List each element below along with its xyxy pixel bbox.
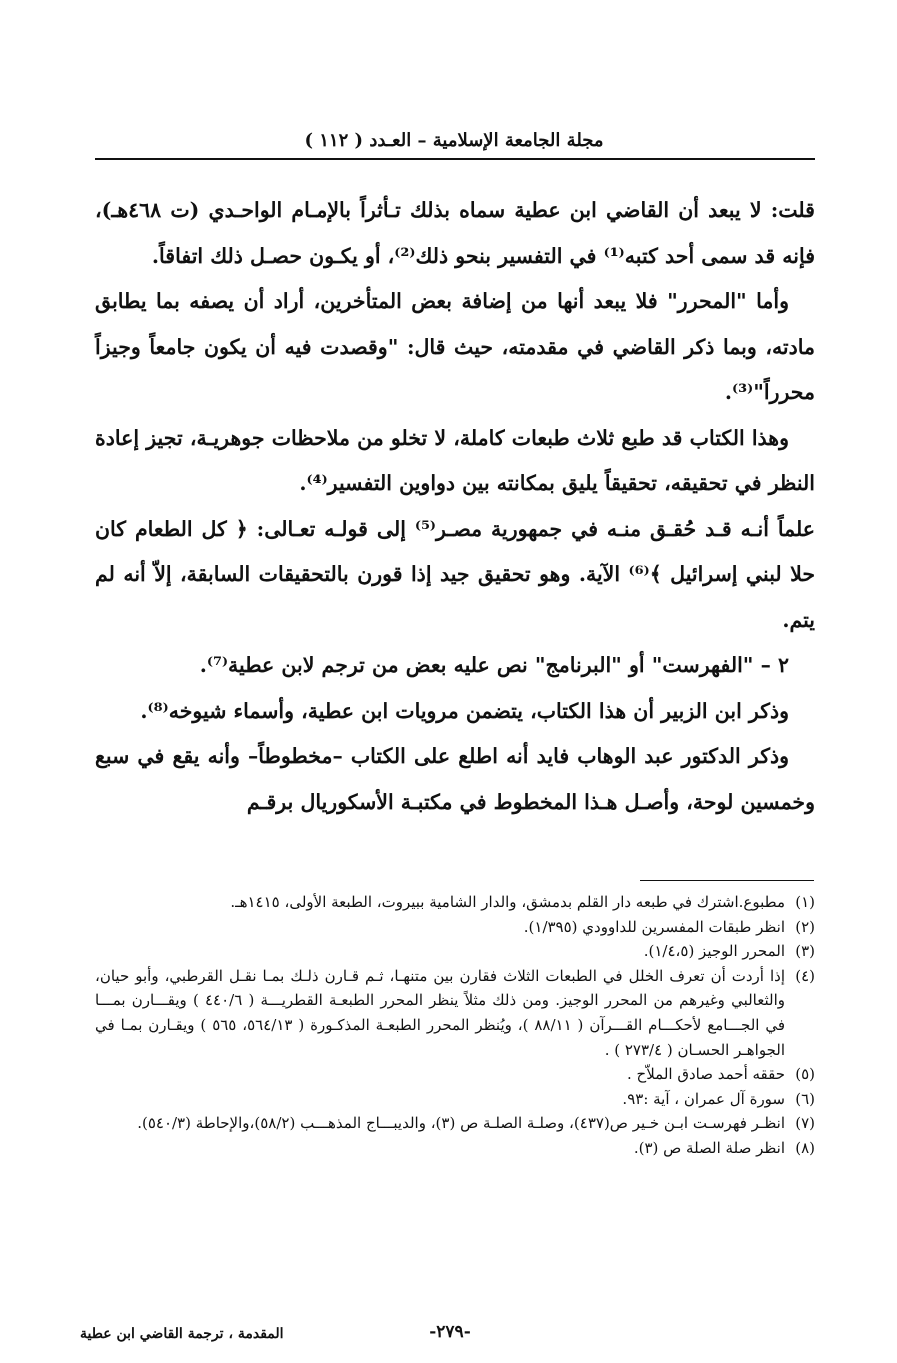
footnote-text: انظـر فهرسـت ابـن خـير ص(٤٣٧)، وصلـة الصلـة ص (٣)، والديبـــاج المذهـــب (٥٨/٢)،والإحاطة (٥٤٠/٣). [137, 1114, 785, 1133]
paragraph: علماً أنـه قـد حُقـق منـه في جمهورية مصـر⁽⁵⁾ إلى قولـه تعـالى: ﴿ كل الطعام كان حلا لبني إسرائيل ﴾⁽⁶⁾ الآية. وهو تحقيق جيد إذا قورن بالتحقيقات السابقة، إلاّ أنه لم يتم. [95, 516, 816, 632]
footnote-number: (٦) [795, 1089, 815, 1108]
footnote-divider [640, 880, 814, 881]
footnote-number: (٢) [795, 917, 815, 936]
footnote-number: (٣) [795, 942, 815, 961]
paragraph: وذكر الدكتور عبد الوهاب فايد أنه اطلع على الكتاب –مخطوطاً– وأنه يقع في سبع وخمسين لوحة، وأصـل هـذا المخطوط في مكتبـة الأسكوريال برقـم [95, 744, 815, 814]
paragraph: قلت: لا يبعد أن القاضي ابن عطية سماه بذلك تـأثراً بالإمـام الواحـدي (ت ٤٦٨هـ)، فإنه قد سمى أحد كتبه⁽¹⁾ في التفسير بنحو ذلك⁽²⁾، أو يكـون حصـل ذلك اتفاقاً. [95, 198, 815, 268]
footnote [95, 1062, 815, 1087]
footnote [95, 1087, 815, 1112]
header-divider [95, 158, 815, 160]
paragraph: وذكر ابن الزبير أن هذا الكتاب، يتضمن مرويات ابن عطية، وأسماء شيوخه⁽⁸⁾. [140, 698, 789, 723]
footnote-number: (١) [795, 893, 815, 911]
footnotes [95, 890, 815, 1161]
footnote-text: حققه أحمد صادق الملاّح . [627, 1065, 785, 1084]
paragraph: وأما "المحرر" فلا يبعد أنها من إضافة بعض المتأخرين، أراد أن يصفه بما يطابق مادته، وبما ذكر القاضي في مقدمته، حيث قال: "وقصدت فيه أن يكون جامعاً وجيزاً محرراً"⁽³⁾. [95, 289, 815, 404]
footnote-text: انظر طبقات المفسرين للداوودي (١/٣٩٥). [523, 917, 785, 936]
main-text [95, 188, 815, 825]
footnote-text: سورة آل عمران ، آية :٩٣. [622, 1089, 785, 1108]
footnote [95, 915, 815, 940]
footnote [95, 964, 815, 1062]
running-header: مجلة الجامعة الإسلامية – العـدد ( ١١٢ ) [304, 130, 604, 151]
footnote-text: المحرر الوجيز (١/٤،٥). [643, 942, 785, 961]
footnote-number: (٧) [795, 1114, 815, 1133]
footnote-text: إذا أردت أن تعرف الخلل في الطبعات الثلاث فقارن بين متنهـا، ثـم قـارن ذلـك بمـا نقـل القرطبي، وأبو حيان، والثعالبي وغيرهم من المحرر الوجيز. ومن ذلك مثلاً ينظر المحرر الطبعـة القطريـــة ( ٤٤٠/٦ ) ويقـــارن بمـــا في الجـــامع لأحكـــام القـــرآن ( ٨٨/١١ )، ويُنظر المحرر الطبعـة المذكـورة ( ٥٦٤/١٣، ٥٦٥ ) ويقـارن بمـا في الجواهـر الحسـان ( ٢٧٣/٤ ) . [95, 966, 786, 1059]
footnote-number: (٤) [795, 966, 815, 985]
footnote-text: مطبوع.اشترك في طبعه دار القلم بدمشق، والدار الشامية ببيروت، الطبعة الأولى، ١٤١٥هـ. [230, 893, 785, 911]
footnote-number: (٨) [795, 1138, 815, 1157]
paragraph: ٢ – "الفهرست" أو "البرنامج" نص عليه بعض من ترجم لابن عطية⁽⁷⁾. [199, 653, 789, 677]
footnote [95, 890, 815, 915]
footnote-text: انظر صلة الصلة ص (٣). [633, 1138, 785, 1157]
footer-section-title: المقدمة ، ترجمة القاضي ابن عطية [80, 1326, 284, 1342]
footnote [95, 1136, 815, 1161]
footnote [95, 939, 815, 964]
footnote-number: (٥) [795, 1065, 815, 1084]
page-number: -٢٧٩- [429, 1322, 471, 1342]
paragraph: وهذا الكتاب قد طبع ثلاث طبعات كاملة، لا تخلو من ملاحظات جوهريـة، تجيز إعادة النظر في تحقيقه، تحقيقاً يليق بمكانته بين دواوين التفسير⁽⁴⁾. [95, 425, 815, 495]
footnote [95, 1111, 815, 1136]
